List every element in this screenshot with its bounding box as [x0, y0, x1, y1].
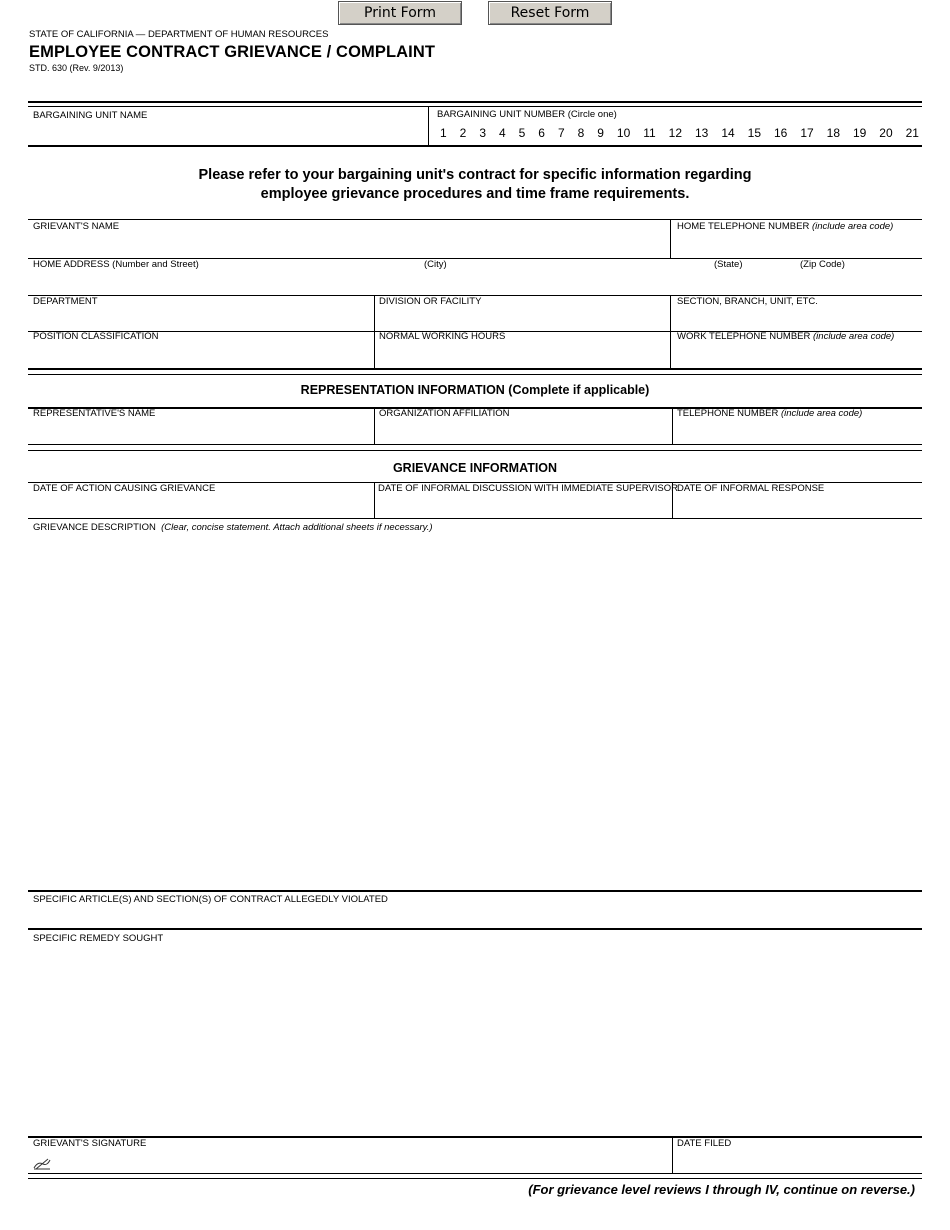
- divider: [28, 101, 922, 103]
- divider: [28, 890, 922, 892]
- signature-field[interactable]: [55, 1150, 670, 1172]
- section-field[interactable]: [671, 308, 921, 330]
- divider: [28, 1178, 922, 1179]
- representative-name-field[interactable]: [29, 420, 373, 443]
- department-field[interactable]: [29, 308, 373, 330]
- bargaining-unit-option[interactable]: 20: [879, 126, 893, 140]
- bargaining-unit-name-label: BARGAINING UNIT NAME: [33, 110, 148, 121]
- work-phone-label-text: WORK TELEPHONE NUMBER: [677, 331, 811, 342]
- bargaining-unit-number-label: BARGAINING UNIT NUMBER (Circle one): [437, 109, 617, 120]
- reverse-side-note: (For grievance level reviews I through IV, continue on reverse.): [528, 1182, 915, 1197]
- procedure-notice: [0, 166, 950, 204]
- informal-discussion-date-field[interactable]: [375, 495, 671, 517]
- work-phone-field[interactable]: [671, 343, 921, 367]
- bargaining-unit-option[interactable]: 11: [643, 126, 656, 140]
- home-address-label: HOME ADDRESS (Number and Street): [33, 259, 199, 270]
- grievant-name-field[interactable]: [29, 233, 669, 257]
- organization-affiliation-field[interactable]: [375, 420, 671, 443]
- divider: [28, 374, 922, 375]
- bargaining-unit-option[interactable]: 6: [538, 126, 545, 140]
- representation-heading: REPRESENTATION INFORMATION (Complete if applicable): [300, 383, 650, 397]
- representative-name-label: REPRESENTATIVE'S NAME: [33, 408, 156, 419]
- representative-phone-note: (include area code): [781, 408, 863, 419]
- work-phone-label: [677, 331, 894, 342]
- position-classification-label: POSITION CLASSIFICATION: [33, 331, 159, 342]
- bargaining-unit-option[interactable]: 8: [577, 126, 585, 140]
- signature-label: GRIEVANT'S SIGNATURE: [33, 1138, 147, 1149]
- grievance-description-label: [33, 522, 433, 533]
- action-date-label: DATE OF ACTION CAUSING GRIEVANCE: [33, 483, 216, 494]
- divider: [28, 450, 922, 451]
- divider: [28, 444, 922, 445]
- representative-phone-label: [677, 408, 862, 419]
- divider: [28, 1173, 922, 1174]
- working-hours-label: NORMAL WORKING HOURS: [379, 331, 506, 342]
- divider: [28, 145, 922, 147]
- reset-form-button[interactable]: Reset Form: [488, 1, 612, 25]
- bargaining-unit-option[interactable]: 12: [668, 126, 683, 140]
- grievance-description-field[interactable]: [29, 535, 921, 889]
- form-number: STD. 630 (Rev. 9/2013): [29, 63, 124, 73]
- remedy-sought-label: SPECIFIC REMEDY SOUGHT: [33, 933, 164, 944]
- bargaining-unit-option[interactable]: 7: [557, 126, 565, 140]
- grievance-heading: GRIEVANCE INFORMATION: [392, 461, 558, 475]
- city-label: (City): [424, 259, 447, 270]
- divider: [28, 1136, 922, 1138]
- remedy-sought-field[interactable]: [29, 945, 921, 1134]
- bargaining-unit-option[interactable]: 1: [440, 126, 447, 140]
- informal-response-date-field[interactable]: [673, 495, 921, 517]
- action-date-field[interactable]: [29, 495, 373, 517]
- bargaining-unit-option[interactable]: 10: [616, 126, 631, 140]
- divider: [28, 219, 922, 220]
- informal-discussion-date-label: DATE OF INFORMAL DISCUSSION WITH IMMEDIATE SUPERVISOR: [378, 483, 678, 494]
- divider: [428, 106, 429, 145]
- representative-phone-field[interactable]: [673, 420, 921, 443]
- informal-response-date-label: DATE OF INFORMAL RESPONSE: [677, 483, 825, 494]
- agency-name: STATE OF CALIFORNIA — DEPARTMENT OF HUMAN RESOURCES: [29, 29, 329, 40]
- representative-phone-label-text: TELEPHONE NUMBER: [677, 408, 779, 419]
- print-form-button[interactable]: Print Form: [338, 1, 462, 25]
- division-label: DIVISION OR FACILITY: [379, 296, 482, 307]
- organization-affiliation-label: ORGANIZATION AFFILIATION: [379, 408, 510, 419]
- bargaining-unit-option[interactable]: 5: [518, 126, 526, 140]
- grievance-description-note: (Clear, concise statement. Attach additional sheets if necessary.): [161, 522, 433, 533]
- pen-icon: [33, 1157, 51, 1170]
- divider: [28, 106, 922, 107]
- form-title: EMPLOYEE CONTRACT GRIEVANCE / COMPLAINT: [29, 43, 436, 61]
- date-filed-field[interactable]: [673, 1150, 921, 1172]
- date-filed-label: DATE FILED: [677, 1138, 732, 1149]
- state-label: (State): [714, 259, 743, 270]
- bargaining-unit-option[interactable]: 17: [800, 126, 814, 140]
- bargaining-unit-option[interactable]: 14: [721, 126, 735, 140]
- bargaining-unit-option[interactable]: 3: [479, 126, 486, 140]
- home-phone-note: (include area code): [811, 221, 894, 232]
- bargaining-unit-option[interactable]: 4: [498, 126, 506, 140]
- position-classification-field[interactable]: [29, 343, 373, 367]
- divider: [28, 518, 922, 519]
- bargaining-unit-option[interactable]: 2: [459, 126, 467, 140]
- bargaining-unit-option[interactable]: 15: [747, 126, 762, 140]
- bargaining-unit-name-field[interactable]: [29, 122, 427, 144]
- bargaining-unit-number-options: [437, 126, 922, 140]
- bargaining-unit-option[interactable]: 9: [597, 126, 604, 140]
- articles-violated-label: SPECIFIC ARTICLE(S) AND SECTION(S) OF CONTRACT ALLEGEDLY VIOLATED: [33, 894, 388, 905]
- bargaining-unit-option[interactable]: 18: [826, 126, 840, 140]
- department-label: DEPARTMENT: [33, 296, 98, 307]
- division-field[interactable]: [375, 308, 669, 330]
- section-label: SECTION, BRANCH, UNIT, ETC.: [677, 296, 818, 307]
- working-hours-field[interactable]: [375, 343, 669, 367]
- bargaining-unit-option[interactable]: 13: [695, 126, 709, 140]
- grievance-description-label-text: GRIEVANCE DESCRIPTION: [33, 522, 156, 533]
- home-phone-label-text: HOME TELEPHONE NUMBER: [677, 221, 810, 232]
- home-phone-field[interactable]: [671, 233, 921, 257]
- divider: [28, 368, 922, 370]
- home-phone-label: [677, 221, 893, 232]
- articles-violated-field[interactable]: [29, 906, 921, 927]
- home-address-field[interactable]: [29, 271, 921, 294]
- divider: [28, 928, 922, 930]
- zip-code-label: (Zip Code): [800, 259, 845, 270]
- bargaining-unit-option[interactable]: 21: [905, 126, 919, 140]
- work-phone-note: (include area code): [813, 331, 895, 342]
- notice-line-2: employee grievance procedures and time frame requirements.: [260, 186, 690, 202]
- bargaining-unit-option[interactable]: 16: [773, 126, 788, 140]
- bargaining-unit-option[interactable]: 19: [852, 126, 867, 140]
- notice-line-1: Please refer to your bargaining unit's contract for specific information regarding: [198, 167, 752, 183]
- grievant-name-label: GRIEVANT'S NAME: [33, 221, 120, 232]
